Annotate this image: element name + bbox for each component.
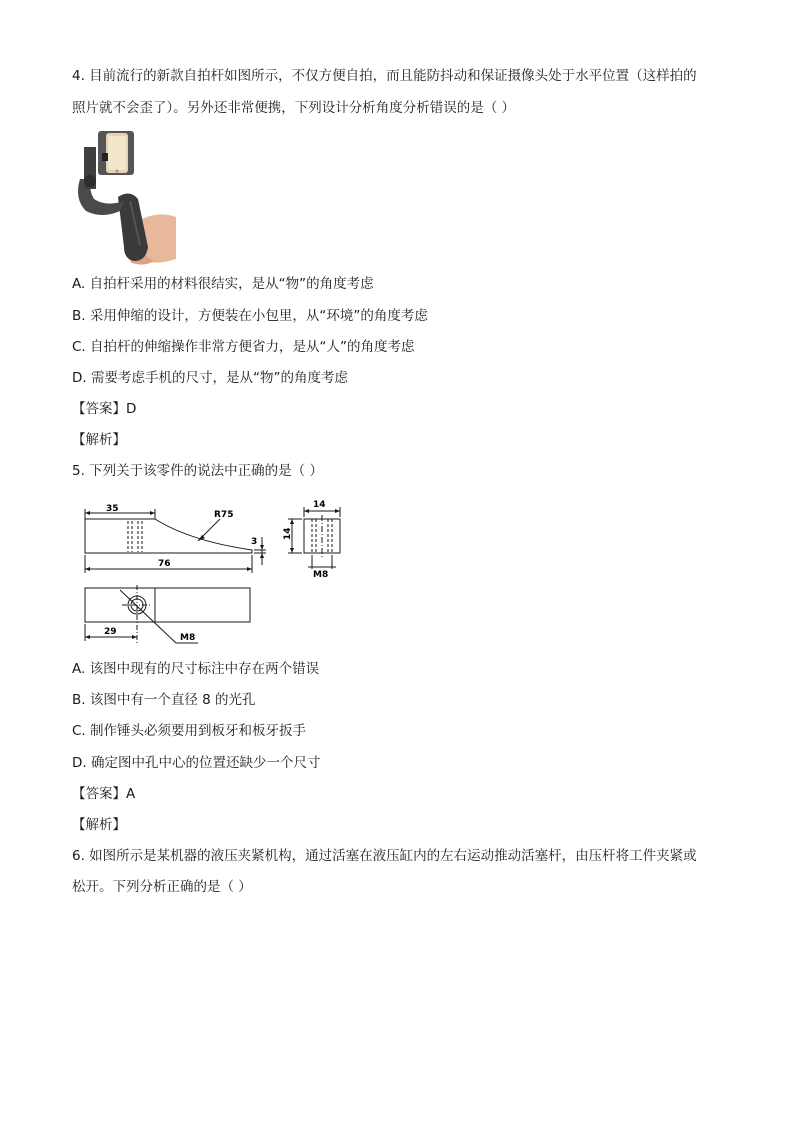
q5-option-d: D. 确定图中孔中心的位置还缺少一个尺寸 [72,755,321,771]
q4-answer: 【答案】D [72,401,137,417]
dim-3: 3 [251,537,258,547]
part-technical-drawing [80,495,360,650]
q6-stem-line1: 6. 如图所示是某机器的液压夹紧机构，通过活塞在液压缸内的左右运动推动活塞杆，由压杆将工件夹紧或 [72,848,697,864]
dim-m8-side: M8 [313,570,329,580]
front-view-outline [85,519,252,553]
q5-stem: 5. 下列关于该零件的说法中正确的是（ ） [72,463,323,479]
q5-option-a: A. 该图中现有的尺寸标注中存在两个错误 [72,661,320,677]
dim-14-side: 14 [283,527,293,540]
side-view-outline [304,519,340,553]
q4-stem-line2: 照片就不会歪了）。另外还非常便携，下列设计分析角度分析错误的是（ ） [72,100,516,116]
q5-analysis-label: 【解析】 [72,817,126,833]
q5-answer: 【答案】A [72,786,136,802]
dim-14-top: 14 [313,500,326,510]
q5-option-b: B. 该图中有一个直径 8 的光孔 [72,692,256,708]
q5-option-c: C. 制作锤头必须要用到板牙和板牙扳手 [72,723,307,739]
selfie-gimbal-photo [72,127,178,267]
q4-stem-line1: 4. 目前流行的新款自拍杆如图所示，不仅方便自拍，而且能防抖动和保证摄像头处于水平位置（这样拍的 [72,68,697,84]
q4-analysis-label: 【解析】 [72,432,126,448]
q4-option-b: B. 采用伸缩的设计，方便装在小包里，从“环境”的角度考虑 [72,308,428,324]
dim-76: 76 [158,559,171,569]
dim-r75: R75 [214,510,234,520]
q4-option-c: C. 自拍杆的伸缩操作非常方便省力，是从“人”的角度考虑 [72,339,415,355]
dim-m8-plan: M8 [180,633,196,643]
dim-29: 29 [104,627,117,637]
q6-stem-line2: 松开。下列分析正确的是（ ） [72,879,252,895]
plan-view-outline [85,588,250,622]
q4-option-a: A. 自拍杆采用的材料很结实，是从“物”的角度考虑 [72,276,374,292]
dim-35: 35 [106,504,119,514]
q4-option-d: D. 需要考虑手机的尺寸，是从“物”的角度考虑 [72,370,348,386]
